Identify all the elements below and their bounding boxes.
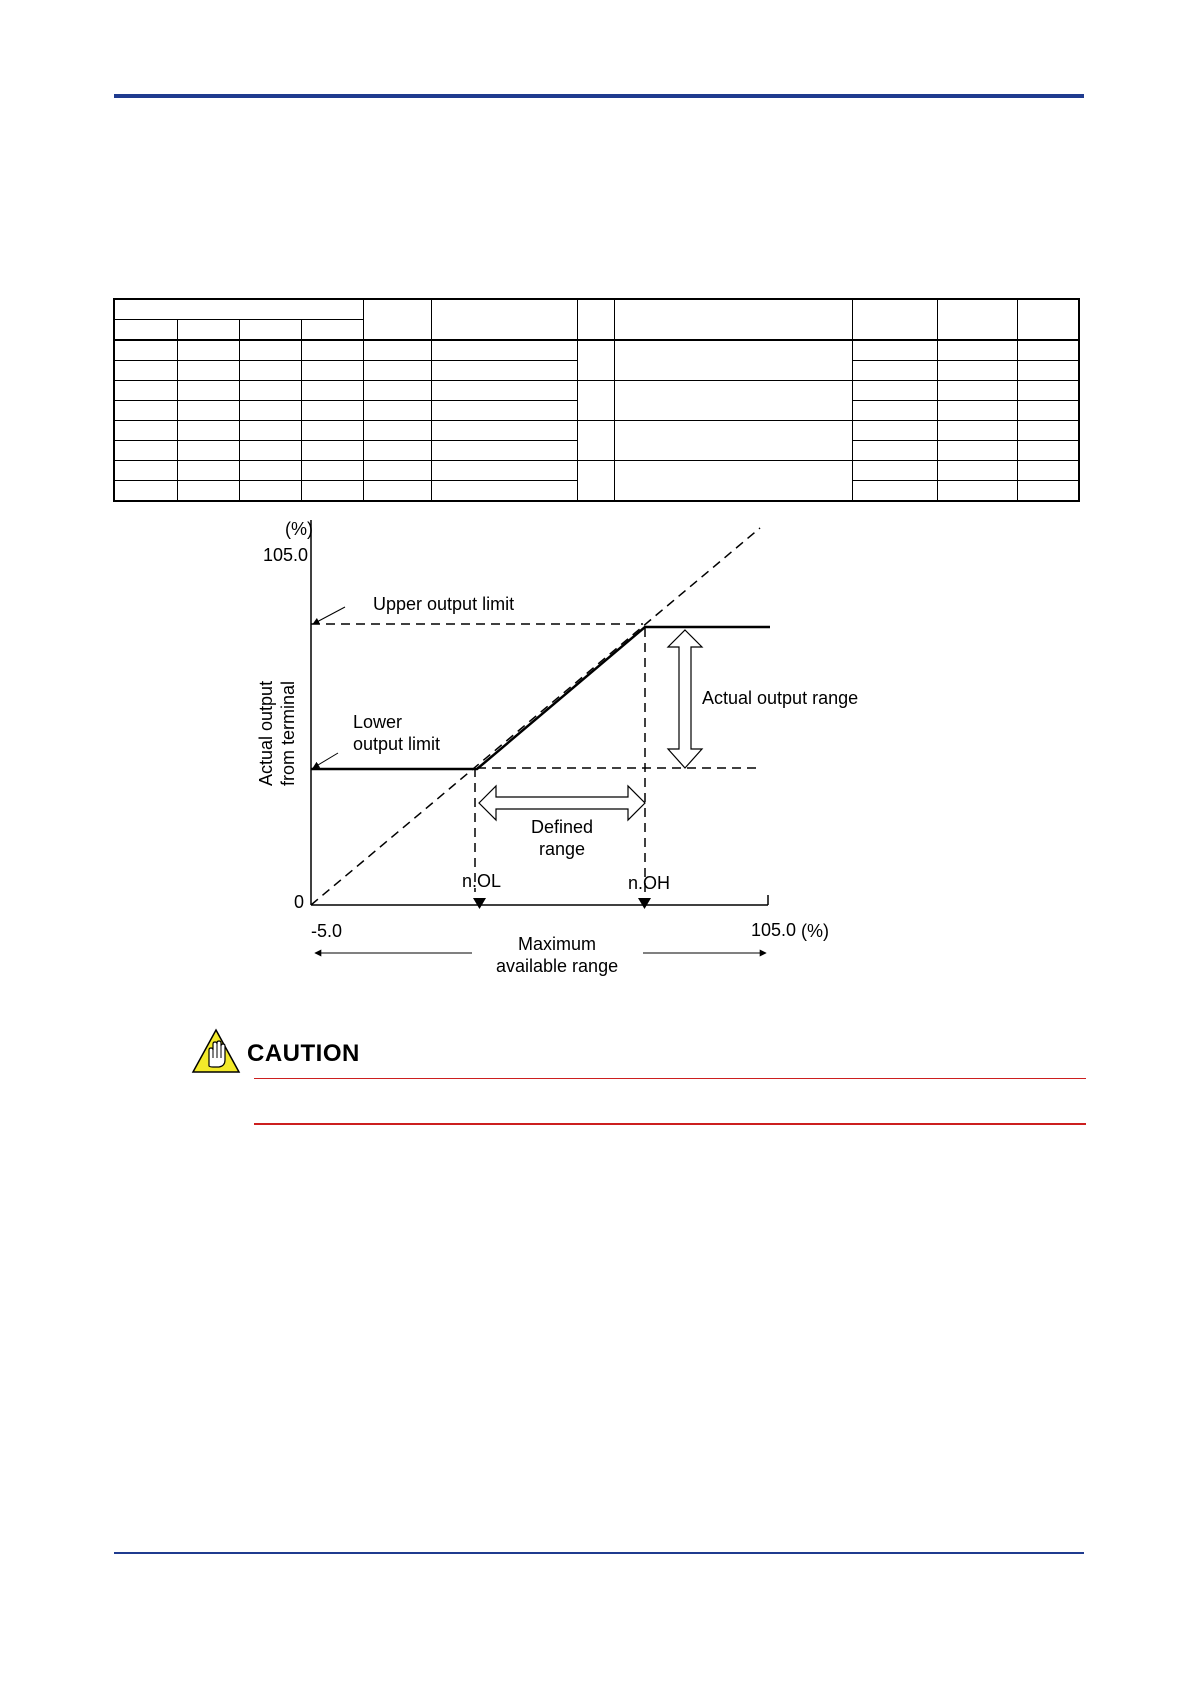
- footer-rule: [114, 1552, 1084, 1554]
- upper-limit-label: Upper output limit: [373, 594, 515, 614]
- y-axis-unit: (%): [285, 519, 313, 539]
- upper-limit-leader: [313, 607, 345, 624]
- defined-range-label-line2: range: [539, 839, 586, 859]
- x-axis-left-label: -5.0: [311, 921, 343, 941]
- x-axis-unit: (%): [801, 921, 829, 941]
- y-axis-top-label: 105.0: [263, 545, 309, 565]
- y-axis-title-line1: Actual output: [256, 680, 276, 786]
- defined-range-arrow: [479, 786, 645, 820]
- x-axis-title-line1: Maximum: [518, 934, 597, 954]
- y-axis-zero-label: 0: [294, 892, 305, 912]
- noh-label: n.OH: [628, 873, 671, 893]
- actual-output-range-label: Actual output range: [702, 688, 859, 708]
- caution-top-rule: [254, 1078, 1086, 1079]
- defined-range-label-line1: Defined: [531, 817, 594, 837]
- noh-marker-icon: [638, 898, 651, 909]
- x-axis-title-line2: available range: [496, 956, 619, 976]
- caution-title: CAUTION: [247, 1040, 360, 1067]
- lower-limit-leader: [313, 753, 338, 768]
- x-axis-right-label: 105.0: [751, 920, 797, 940]
- caution-hand-icon: [191, 1028, 241, 1074]
- y-axis-title-line2: from terminal: [278, 680, 298, 786]
- nol-marker-icon: [473, 898, 486, 909]
- lower-limit-label-line2: output limit: [353, 734, 441, 754]
- actual-output-range-arrow: [668, 630, 702, 768]
- caution-bottom-rule: [254, 1123, 1086, 1125]
- lower-limit-label-line1: Lower: [353, 712, 403, 732]
- nol-label: n.OL: [462, 871, 502, 891]
